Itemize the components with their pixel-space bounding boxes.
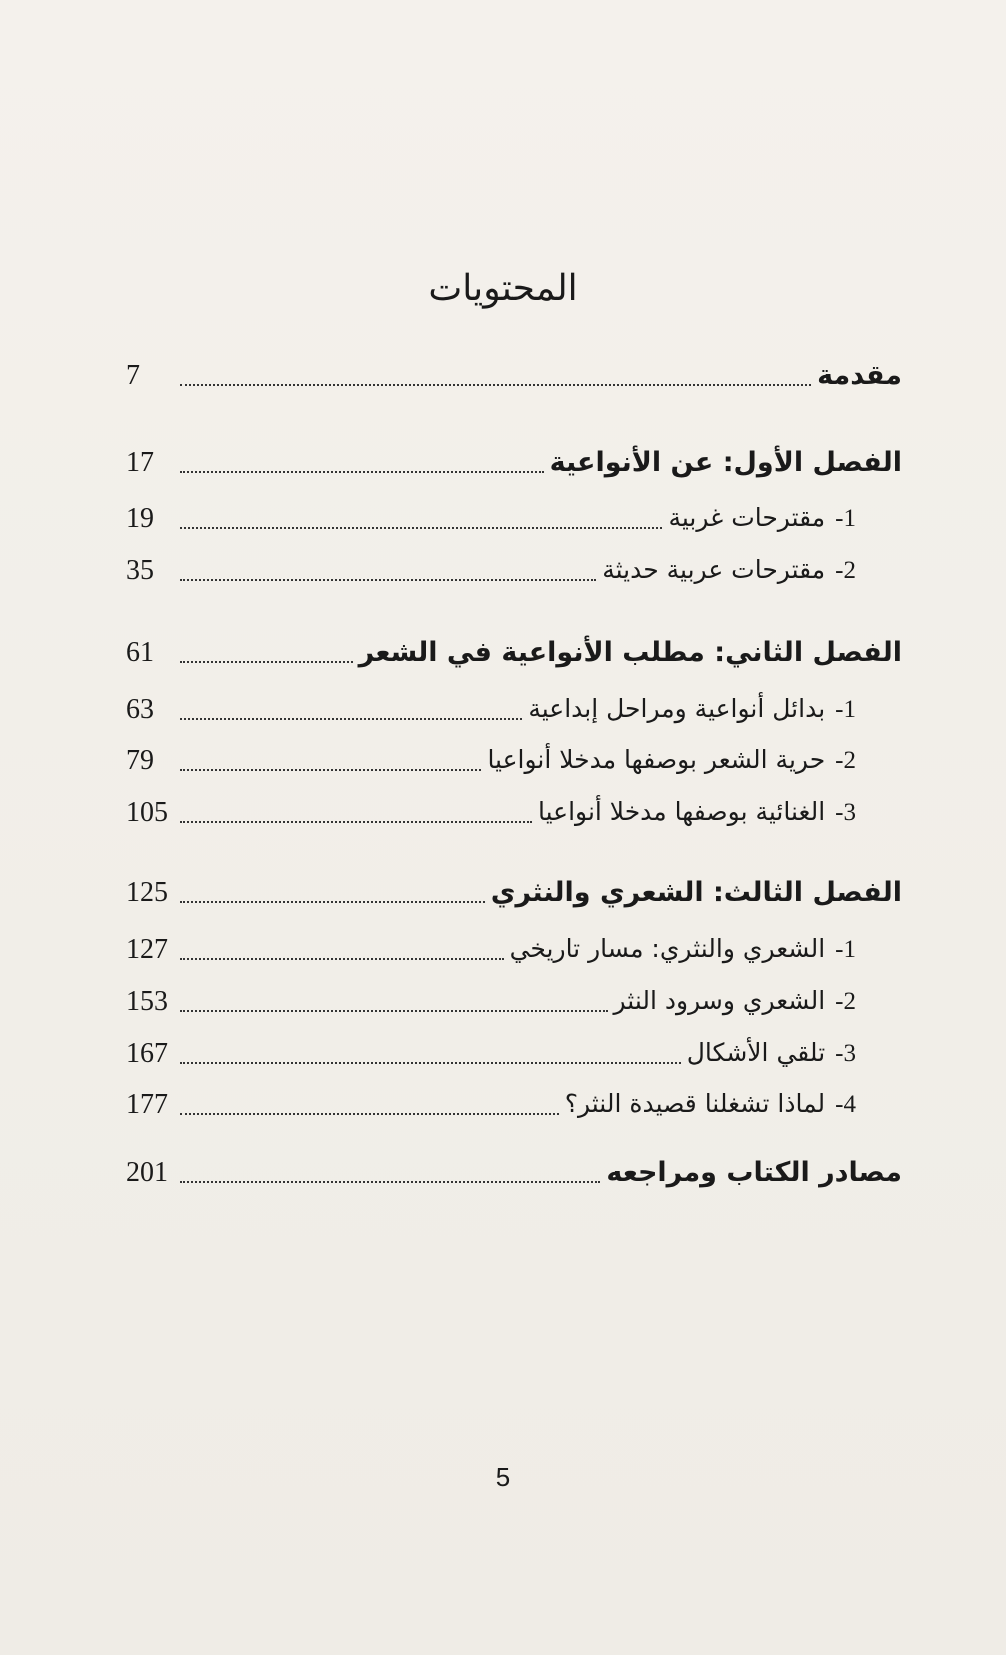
toc-entry-label bbox=[532, 792, 856, 833]
toc-entry-page: 79 bbox=[126, 745, 154, 776]
toc-entry-section bbox=[126, 1034, 912, 1074]
toc-entry-chapter-3 bbox=[126, 873, 912, 913]
toc-entry-page: 125 bbox=[126, 877, 168, 908]
toc-entry-number: 3- bbox=[835, 1040, 856, 1067]
toc-entry-text: مقدمة bbox=[817, 360, 902, 391]
toc-entry-label bbox=[481, 740, 856, 781]
toc-entry-label bbox=[353, 632, 912, 673]
toc-entry-section bbox=[126, 690, 912, 730]
dot-leader bbox=[180, 1062, 681, 1064]
toc-entry-label bbox=[485, 872, 912, 913]
toc-entry-label bbox=[600, 1152, 912, 1193]
toc-entry-label bbox=[544, 442, 912, 483]
toc-entry-number: 2- bbox=[835, 557, 856, 584]
toc-entry-text: حرية الشعر بوصفها مدخلا أنواعيا bbox=[487, 745, 826, 774]
toc-entry-page: 61 bbox=[126, 637, 154, 668]
toc-entry-number: 1- bbox=[835, 936, 856, 963]
toc-entry-text: لماذا تشغلنا قصيدة النثر؟ bbox=[564, 1089, 826, 1118]
page-title: المحتويات bbox=[428, 268, 578, 309]
toc-entry-number: 2- bbox=[835, 988, 856, 1015]
toc-entry-section bbox=[126, 793, 912, 833]
dot-leader bbox=[180, 579, 596, 581]
toc-entry-introduction bbox=[126, 356, 912, 396]
dot-leader bbox=[180, 821, 532, 823]
dot-leader bbox=[180, 384, 811, 386]
toc-entry-label bbox=[559, 1084, 856, 1125]
toc-entry-text: مقترحات عربية حديثة bbox=[602, 555, 826, 584]
toc-entry-section bbox=[126, 741, 912, 781]
dot-leader bbox=[180, 527, 662, 529]
toc-entry-label bbox=[596, 550, 856, 591]
toc-entry-page: 177 bbox=[126, 1089, 168, 1120]
toc-entry-page: 35 bbox=[126, 555, 154, 586]
toc-entry-page: 7 bbox=[126, 360, 140, 391]
toc-entry-section bbox=[126, 930, 912, 970]
toc-entry-label bbox=[522, 689, 856, 730]
dot-leader bbox=[180, 1010, 608, 1012]
dot-leader bbox=[180, 718, 522, 720]
dot-leader bbox=[180, 471, 544, 473]
toc-entry-number: 1- bbox=[835, 696, 856, 723]
toc-entry-text: الغنائية بوصفها مدخلا أنواعيا bbox=[538, 797, 826, 826]
toc-entry-page: 153 bbox=[126, 986, 168, 1017]
dot-leader bbox=[180, 958, 504, 960]
toc-entry-section bbox=[126, 551, 912, 591]
toc-entry-label bbox=[681, 1033, 856, 1074]
toc-entry-page: 105 bbox=[126, 797, 168, 828]
toc-entry-bibliography bbox=[126, 1153, 912, 1193]
toc-entry-text: الفصل الثاني: مطلب الأنواعية في الشعر bbox=[358, 637, 902, 668]
toc-entry-label bbox=[504, 929, 856, 970]
toc-entry-page: 17 bbox=[126, 447, 154, 478]
toc-entry-chapter-1 bbox=[126, 443, 912, 483]
toc-entry-text: الشعري والنثري: مسار تاريخي bbox=[509, 934, 826, 963]
dot-leader bbox=[180, 661, 353, 663]
toc-entry-text: مصادر الكتاب ومراجعه bbox=[606, 1157, 902, 1188]
toc-entry-section bbox=[126, 1085, 912, 1125]
dot-leader bbox=[180, 769, 481, 771]
toc-entry-text: الشعري وسرود النثر bbox=[613, 986, 826, 1015]
toc-entry-section bbox=[126, 982, 912, 1022]
page-number: 5 bbox=[495, 1462, 511, 1492]
toc-entry-text: مقترحات غربية bbox=[668, 503, 826, 532]
toc-entry-label bbox=[608, 981, 856, 1022]
toc-entry-chapter-2 bbox=[126, 633, 912, 673]
dot-leader bbox=[180, 1113, 559, 1115]
toc-entry-text: تلقي الأشكال bbox=[686, 1038, 826, 1067]
toc-entry-page: 167 bbox=[126, 1038, 168, 1069]
toc-entry-page: 19 bbox=[126, 503, 154, 534]
dot-leader bbox=[180, 1181, 600, 1183]
toc-entry-label bbox=[811, 355, 912, 396]
toc-entry-number: 3- bbox=[835, 799, 856, 826]
toc-entry-page: 63 bbox=[126, 694, 154, 725]
toc-entry-text: الفصل الثالث: الشعري والنثري bbox=[490, 877, 902, 908]
toc-entry-label bbox=[662, 498, 856, 539]
toc-entry-number: 1- bbox=[835, 505, 856, 532]
toc-entry-section bbox=[126, 499, 912, 539]
toc-entry-number: 4- bbox=[835, 1091, 856, 1118]
toc-entry-page: 201 bbox=[126, 1157, 168, 1188]
dot-leader bbox=[180, 901, 485, 903]
toc-entry-text: الفصل الأول: عن الأنواعية bbox=[549, 447, 902, 478]
toc-entry-text: بدائل أنواعية ومراحل إبداعية bbox=[528, 694, 826, 723]
toc-entry-number: 2- bbox=[835, 747, 856, 774]
toc-entry-page: 127 bbox=[126, 934, 168, 965]
